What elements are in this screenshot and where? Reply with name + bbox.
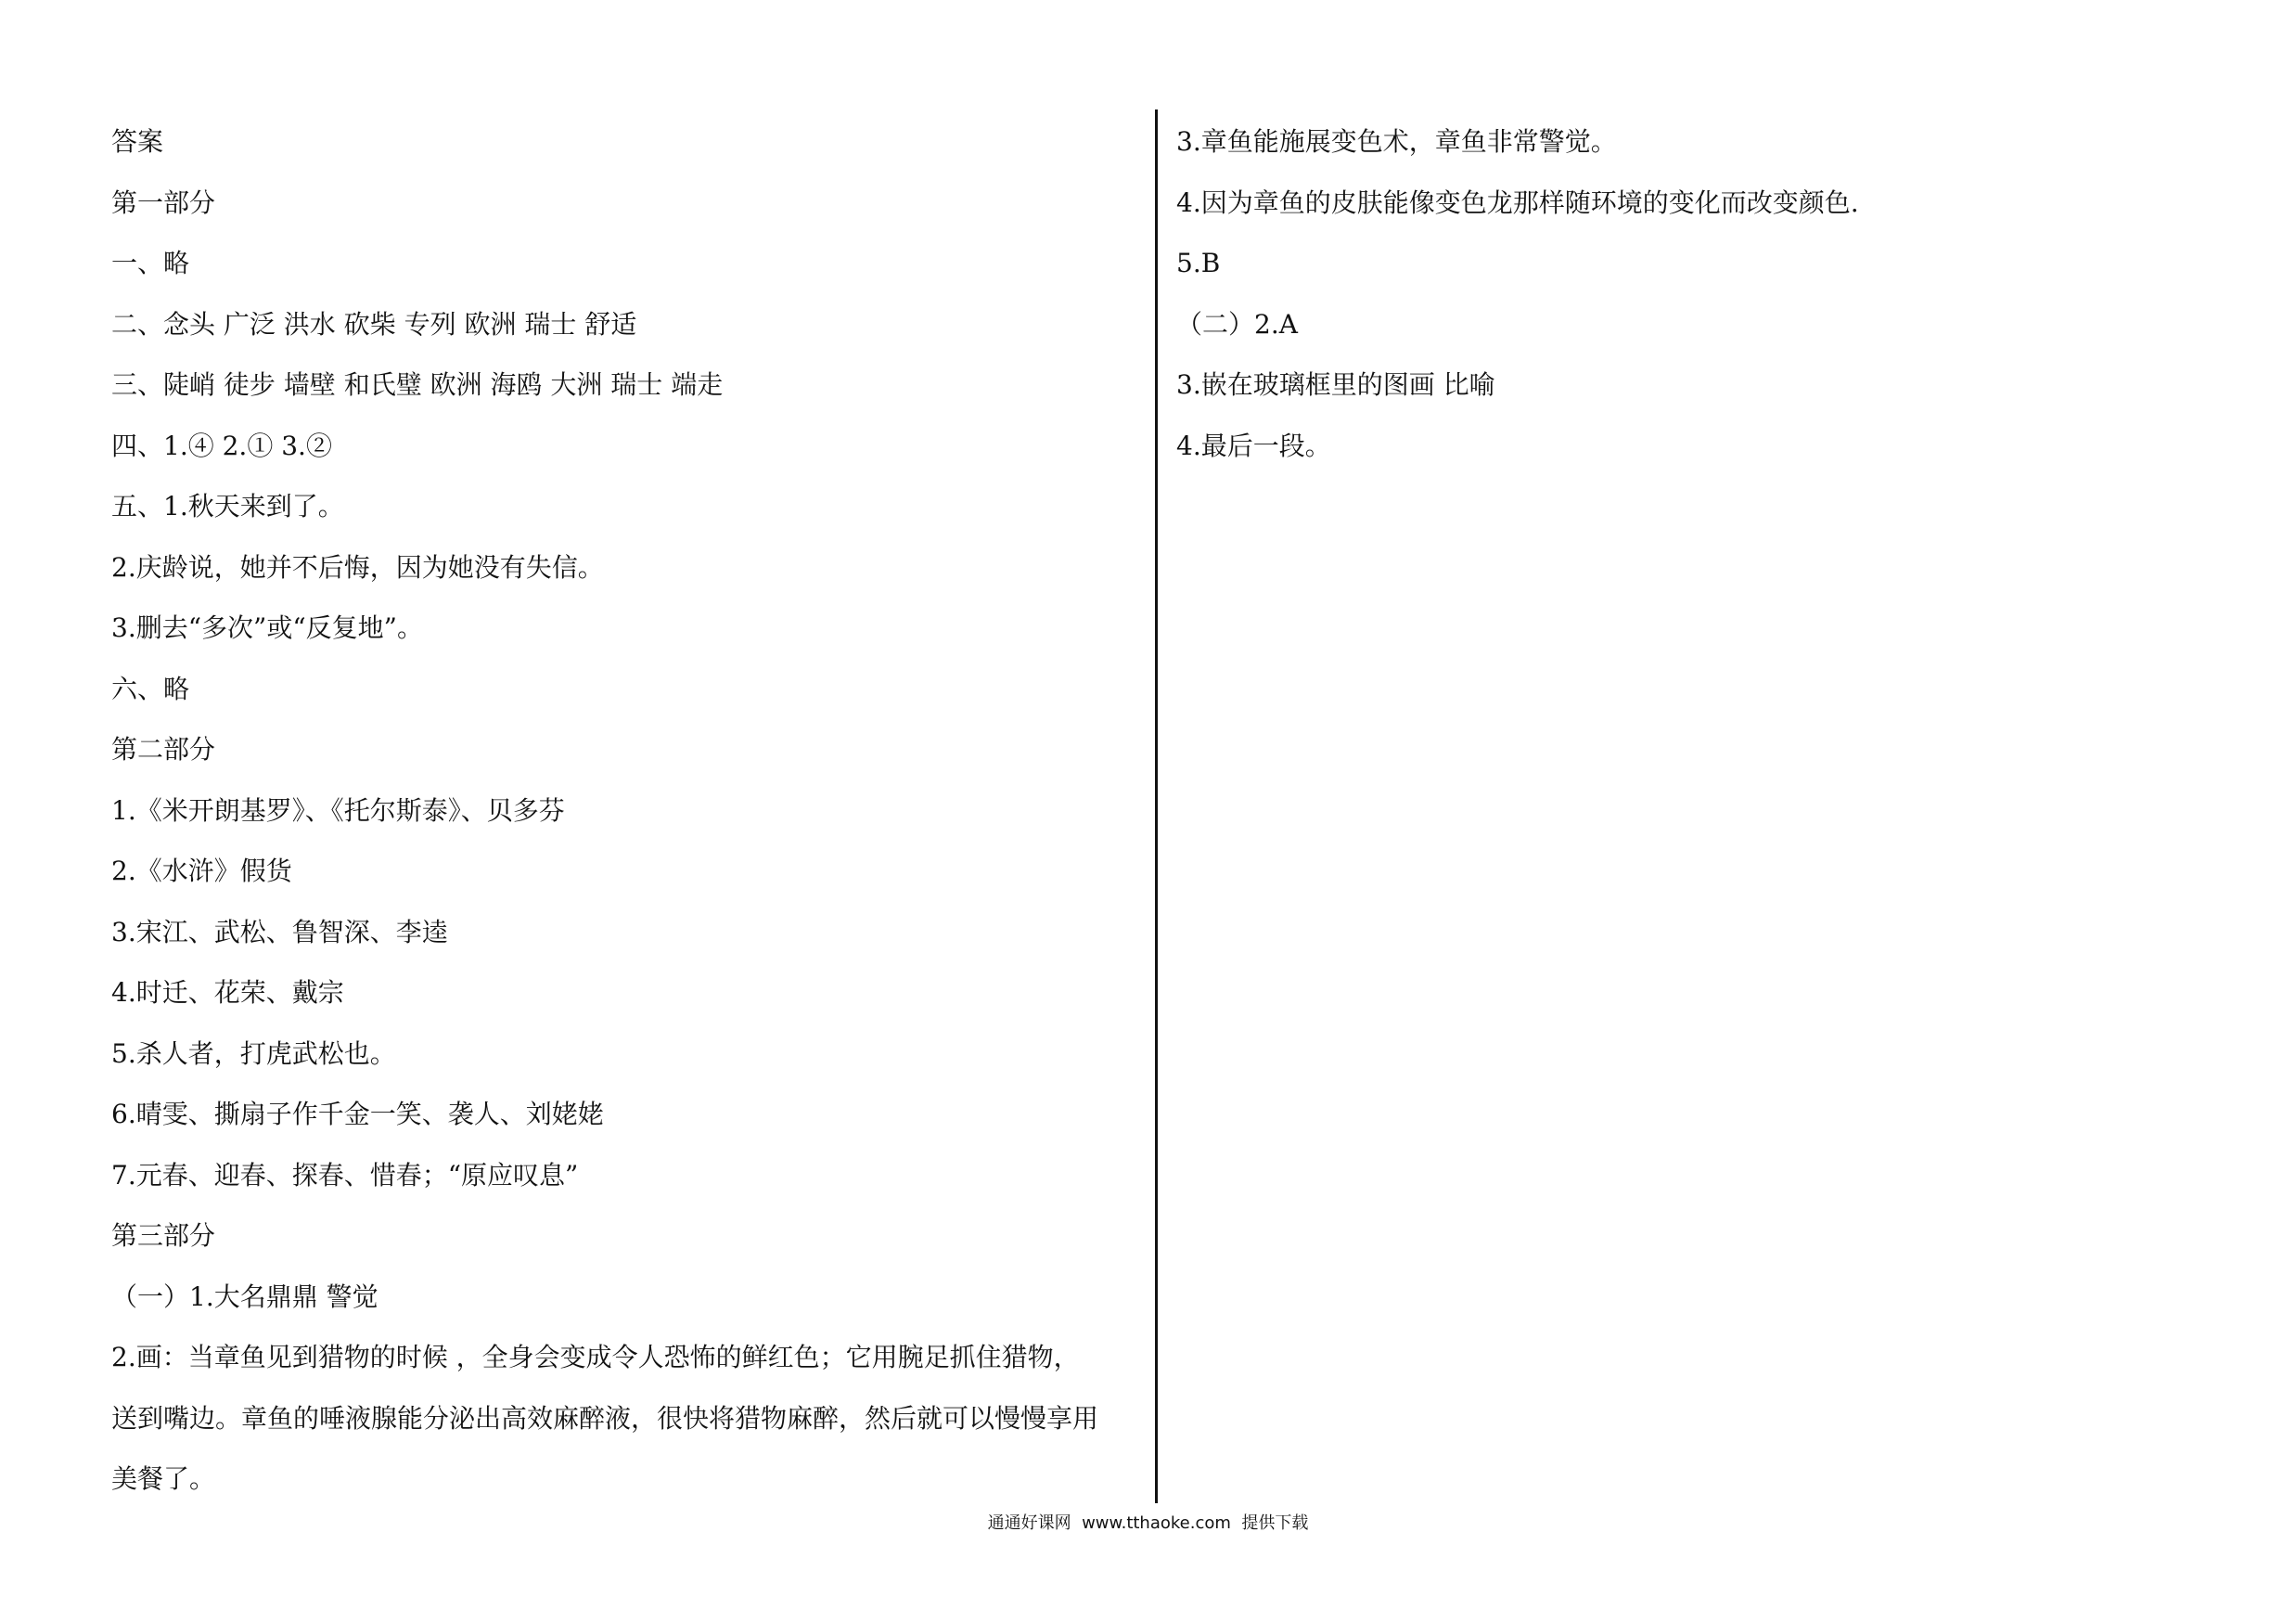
right-answer-column [1176,111,2197,476]
answer-title: 答案 [111,126,164,157]
answer-line: 5.B [1176,248,1221,278]
column-divider [1155,109,1158,1503]
answer-line: 一、略 [111,248,190,278]
answer-line: 三、陡峭 徒步 墙壁 和氏璧 欧洲 海鸥 大洲 瑞士 端走 [111,369,724,400]
answer-line: 五、1.秋天来到了。 [111,491,344,521]
answer-line: 4.因为章鱼的皮肤能像变色龙那样随环境的变化而改变颜色. [1176,187,1859,218]
answer-line: 3.宋江、武松、鲁智深、李逵 [111,916,448,947]
answer-line: 美餐了。 [111,1463,216,1494]
answer-line: （二）2.A [1176,308,1298,340]
answer-line: 3.嵌在玻璃框里的图画 比喻 [1176,369,1495,400]
section-heading-part-two: 第二部分 [111,734,216,765]
answer-line: 1.《米开朗基罗》、《托尔斯泰》、贝多芬 [111,794,565,826]
answer-line: 送到嘴边。章鱼的唾液腺能分泌出高效麻醉液，很快将猎物麻醉，然后就可以慢慢享用 [111,1402,1099,1434]
answer-line: 3.章鱼能施展变色术，章鱼非常警觉。 [1176,126,1617,157]
answer-line: 7.元春、迎春、探春、惜春；“原应叹息” [111,1159,579,1191]
left-answer-column [111,111,1146,1510]
answer-line: 2.庆龄说，她并不后悔，因为她没有失信。 [111,551,604,583]
answer-line: 四、1.④ 2.① 3.② [111,430,332,461]
answer-line: 2.《水浒》假货 [111,856,292,886]
answer-line: 6.晴雯、撕扇子作千金一笑、袭人、刘姥姥 [111,1099,604,1129]
answer-line: 二、念头 广泛 洪水 砍柴 专列 欧洲 瑞士 舒适 [111,308,637,340]
answer-line: 六、略 [111,673,190,704]
section-heading-part-one: 第一部分 [111,187,216,218]
answer-line: （一）1.大名鼎鼎 警觉 [111,1281,378,1312]
answer-line: 3.删去“多次”或“反复地”。 [111,612,423,643]
section-heading-part-three: 第三部分 [111,1220,216,1251]
page-footer: 通通好课网 www.tthaoke.com 提供下载 [987,1513,1309,1533]
answer-line: 4.时迁、花荣、戴宗 [111,977,344,1008]
answer-line: 5.杀人者，打虎武松也。 [111,1037,396,1069]
answer-line: 4.最后一段。 [1176,430,1331,461]
answer-line: 2.画：当章鱼见到猎物的时候 ，全身会变成令人恐怖的鲜红色；它用腕足抓住猎物， [111,1342,1080,1372]
